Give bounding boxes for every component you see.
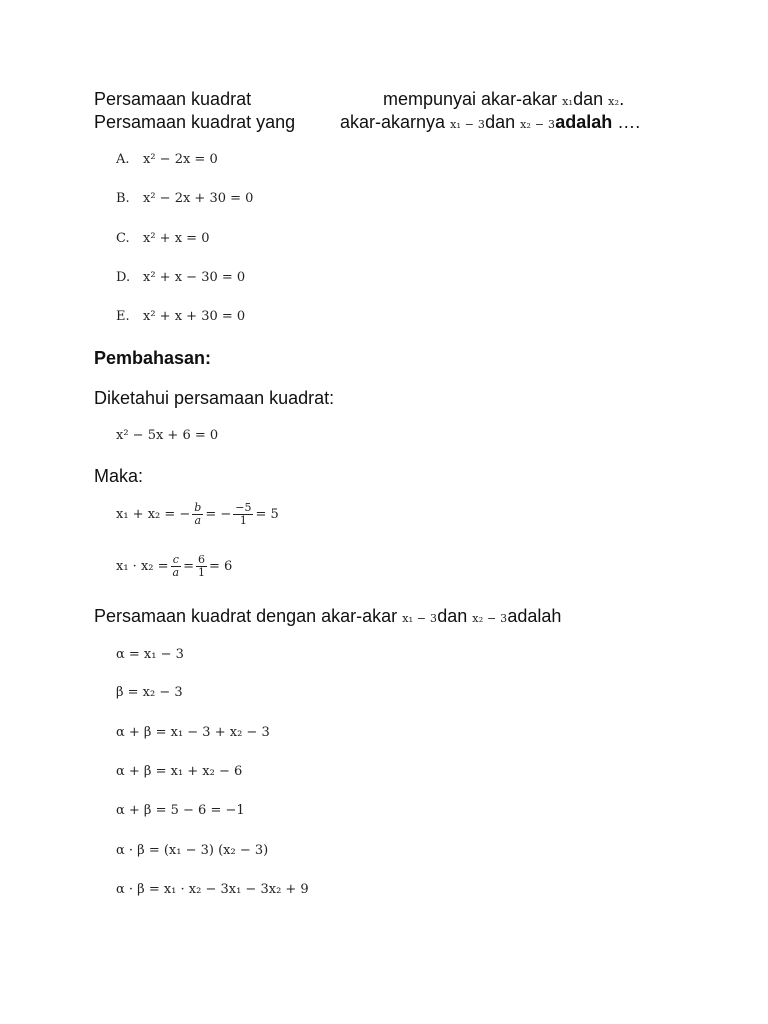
sum-mid: = − bbox=[205, 507, 232, 522]
period: . bbox=[619, 89, 625, 109]
new-adalah: adalah bbox=[507, 606, 562, 626]
option-b-label: B. bbox=[116, 191, 130, 206]
option-b[interactable] bbox=[116, 191, 253, 206]
frac-num: −5 bbox=[235, 501, 252, 514]
option-d-expr: x² + x − 30 = 0 bbox=[143, 270, 246, 285]
fraction-b-over-a bbox=[192, 502, 203, 527]
root-x2: x₂ bbox=[608, 95, 620, 108]
frac-num: c bbox=[172, 553, 179, 566]
question-line-2-right bbox=[340, 111, 640, 136]
root-x1-minus-3: x₁ − 3 bbox=[450, 118, 486, 131]
question-text-c: Persamaan kuadrat yang bbox=[94, 112, 296, 132]
question-text-d: akar-akarnya bbox=[340, 112, 446, 132]
frac-den: 1 bbox=[239, 514, 247, 527]
frac-den: a bbox=[172, 566, 180, 579]
step-1: α = x₁ − 3 bbox=[116, 647, 184, 662]
question-text-b: mempunyai akar-akar bbox=[383, 89, 558, 109]
option-c-expr: x² + x = 0 bbox=[143, 231, 210, 246]
new-root2: x₂ − 3 bbox=[472, 612, 508, 625]
sum-of-roots bbox=[116, 502, 279, 527]
question-line-1 bbox=[94, 88, 251, 110]
fraction-neg5-over-1 bbox=[233, 502, 253, 527]
ellipsis: …. bbox=[617, 112, 641, 132]
step-5: α + β = 5 − 6 = −1 bbox=[116, 803, 245, 818]
known-label: Diketahui persamaan kuadrat: bbox=[94, 388, 335, 408]
dan-word: dan bbox=[573, 89, 604, 109]
new-root1: x₁ − 3 bbox=[402, 612, 438, 625]
product-rhs: = 6 bbox=[208, 559, 233, 574]
option-e[interactable] bbox=[116, 309, 245, 324]
step-7: α · β = x₁ · x₂ − 3x₁ − 3x₂ + 9 bbox=[116, 882, 309, 897]
new-roots-text: Persamaan kuadrat dengan akar-akar bbox=[94, 606, 398, 626]
root-x1: x₁ bbox=[562, 95, 574, 108]
option-d-label: D. bbox=[116, 270, 131, 285]
option-a-label: A. bbox=[116, 152, 130, 167]
sum-rhs: = 5 bbox=[255, 507, 279, 522]
option-b-expr: x² − 2x + 30 = 0 bbox=[143, 191, 254, 206]
option-c[interactable] bbox=[116, 231, 209, 246]
root-x2-minus-3: x₂ − 3 bbox=[520, 118, 556, 131]
option-a[interactable] bbox=[116, 152, 218, 167]
maka-label: Maka: bbox=[94, 466, 144, 486]
new-roots-statement bbox=[94, 605, 561, 630]
option-c-label: C. bbox=[116, 231, 130, 246]
option-a-expr: x² − 2x = 0 bbox=[143, 152, 218, 167]
question-line-1-right bbox=[383, 88, 624, 113]
fraction-6-over-1 bbox=[196, 554, 207, 579]
question-text-a: Persamaan kuadrat bbox=[94, 89, 252, 109]
product-mid: = bbox=[183, 559, 194, 574]
product-lhs: x₁ · x₂ = bbox=[116, 559, 169, 574]
step-6: α · β = (x₁ − 3) (x₂ − 3) bbox=[116, 843, 269, 858]
known-equation: x² − 5x + 6 = 0 bbox=[116, 428, 219, 443]
frac-den: a bbox=[194, 514, 202, 527]
frac-den: 1 bbox=[197, 566, 205, 579]
adalah-word: adalah bbox=[555, 112, 613, 132]
option-e-expr: x² + x + 30 = 0 bbox=[143, 309, 246, 324]
new-dan: dan bbox=[437, 606, 468, 626]
option-e-label: E. bbox=[116, 309, 130, 324]
question-line-2 bbox=[94, 111, 295, 133]
option-d[interactable] bbox=[116, 270, 245, 285]
sum-lhs: x₁ + x₂ = − bbox=[116, 507, 191, 522]
frac-num: 6 bbox=[197, 553, 205, 566]
step-2: β = x₂ − 3 bbox=[116, 685, 183, 700]
solution-heading: Pembahasan: bbox=[94, 348, 212, 368]
step-3: α + β = x₁ − 3 + x₂ − 3 bbox=[116, 725, 270, 740]
step-4: α + β = x₁ + x₂ − 6 bbox=[116, 764, 243, 779]
product-of-roots bbox=[116, 554, 232, 579]
frac-num: b bbox=[194, 501, 202, 514]
fraction-c-over-a bbox=[171, 554, 182, 579]
dan-word-2: dan bbox=[485, 112, 516, 132]
